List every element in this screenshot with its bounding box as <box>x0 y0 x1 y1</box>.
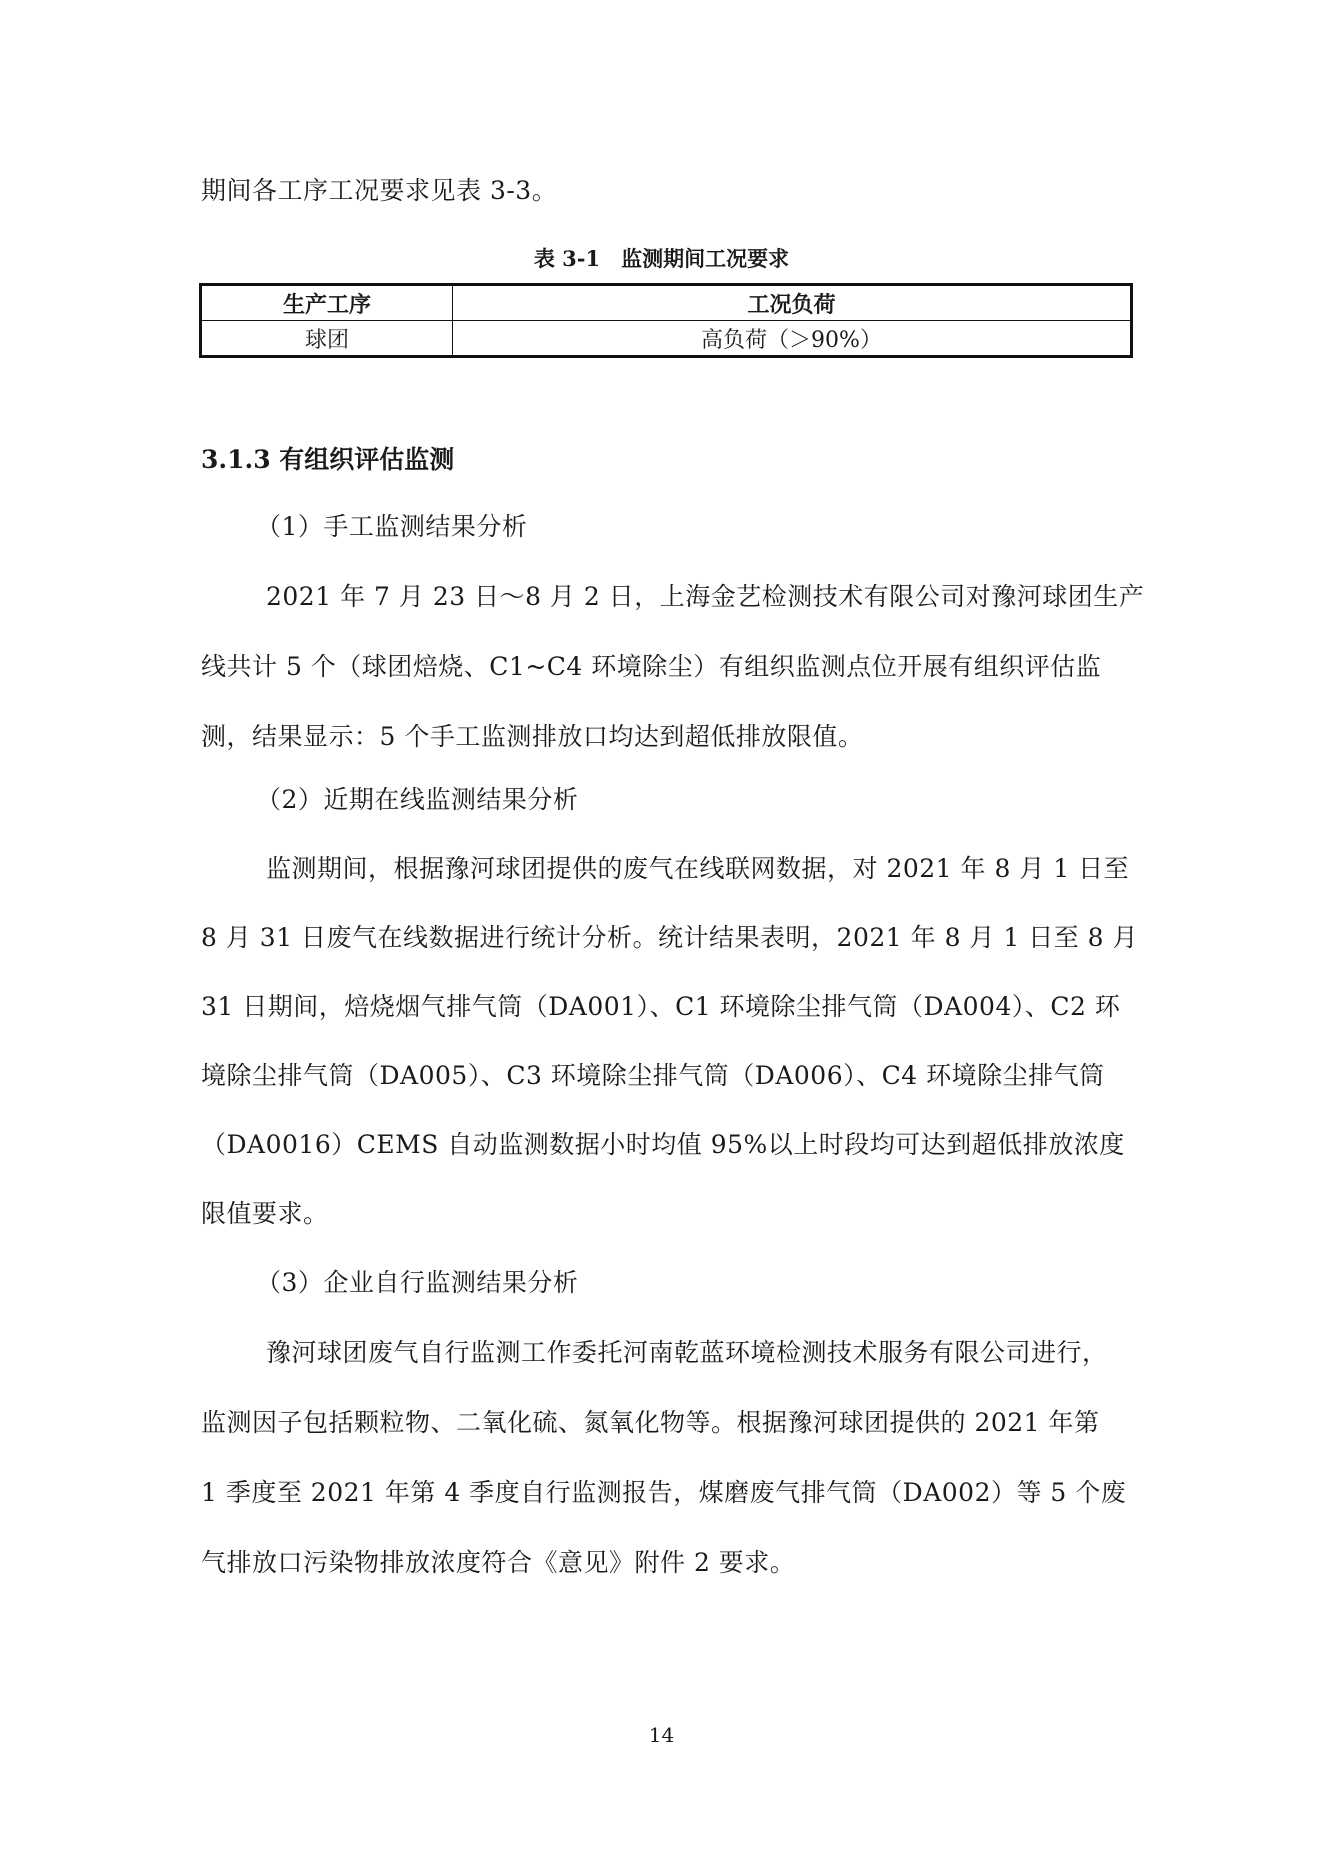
paragraph-line: 测，结果显示：5 个手工监测排放口均达到超低排放限值。 <box>201 722 864 751</box>
table-caption: 表 3-1 监测期间工况要求 <box>533 246 790 271</box>
paragraph-line: 限值要求。 <box>201 1199 329 1228</box>
paragraph-line: 8 月 31 日废气在线数据进行统计分析。统计结果表明，2021 年 8 月 1 日至 8 月 <box>201 923 1139 952</box>
paragraph-line: 1 季度至 2021 年第 4 季度自行监测报告，煤磨废气排气筒（DA002）等 5 个废 <box>201 1478 1127 1507</box>
intro-line: 期间各工序工况要求见表 3-3。 <box>201 176 558 205</box>
table-cell: 球团 <box>201 321 453 357</box>
paragraph-line: 境除尘排气筒（DA005）、C3 环境除尘排气筒（DA006）、C4 环境除尘排气筒 <box>201 1061 1105 1090</box>
table-header-cell: 生产工序 <box>201 285 453 321</box>
paragraph-line: 气排放口污染物排放浓度符合《意见》附件 2 要求。 <box>201 1548 796 1577</box>
table-header-row <box>201 285 1132 321</box>
paragraph-line: 监测期间，根据豫河球团提供的废气在线联网数据，对 2021 年 8 月 1 日至 <box>266 854 1130 883</box>
table-cell: 高负荷（＞90%） <box>453 321 1132 357</box>
paragraph-line: （DA0016）CEMS 自动监测数据小时均值 95%以上时段均可达到超低排放浓度 <box>201 1130 1125 1159</box>
paragraph-line: 监测因子包括颗粒物、二氧化硫、氮氧化物等。根据豫河球团提供的 2021 年第 <box>201 1408 1100 1437</box>
paragraph-line: 线共计 5 个（球团焙烧、C1~C4 环境除尘）有组织监测点位开展有组织评估监 <box>201 652 1102 681</box>
subsection-title-1: （1）手工监测结果分析 <box>256 512 528 541</box>
section-heading: 3.1.3 有组织评估监测 <box>201 445 455 474</box>
working-condition-table <box>199 283 1133 358</box>
subsection-title-3: （3）企业自行监测结果分析 <box>256 1268 579 1297</box>
page-number: 14 <box>648 1723 675 1747</box>
subsection-title-2: （2）近期在线监测结果分析 <box>256 785 579 814</box>
paragraph-line: 2021 年 7 月 23 日～8 月 2 日，上海金艺检测技术有限公司对豫河球团生产 <box>266 582 1145 611</box>
table-row <box>201 321 1132 357</box>
paragraph-line: 31 日期间，焙烧烟气排气筒（DA001）、C1 环境除尘排气筒（DA004）、C2 环 <box>201 992 1121 1021</box>
paragraph-line: 豫河球团废气自行监测工作委托河南乾蓝环境检测技术服务有限公司进行， <box>266 1338 1108 1367</box>
table-header-cell: 工况负荷 <box>453 285 1132 321</box>
